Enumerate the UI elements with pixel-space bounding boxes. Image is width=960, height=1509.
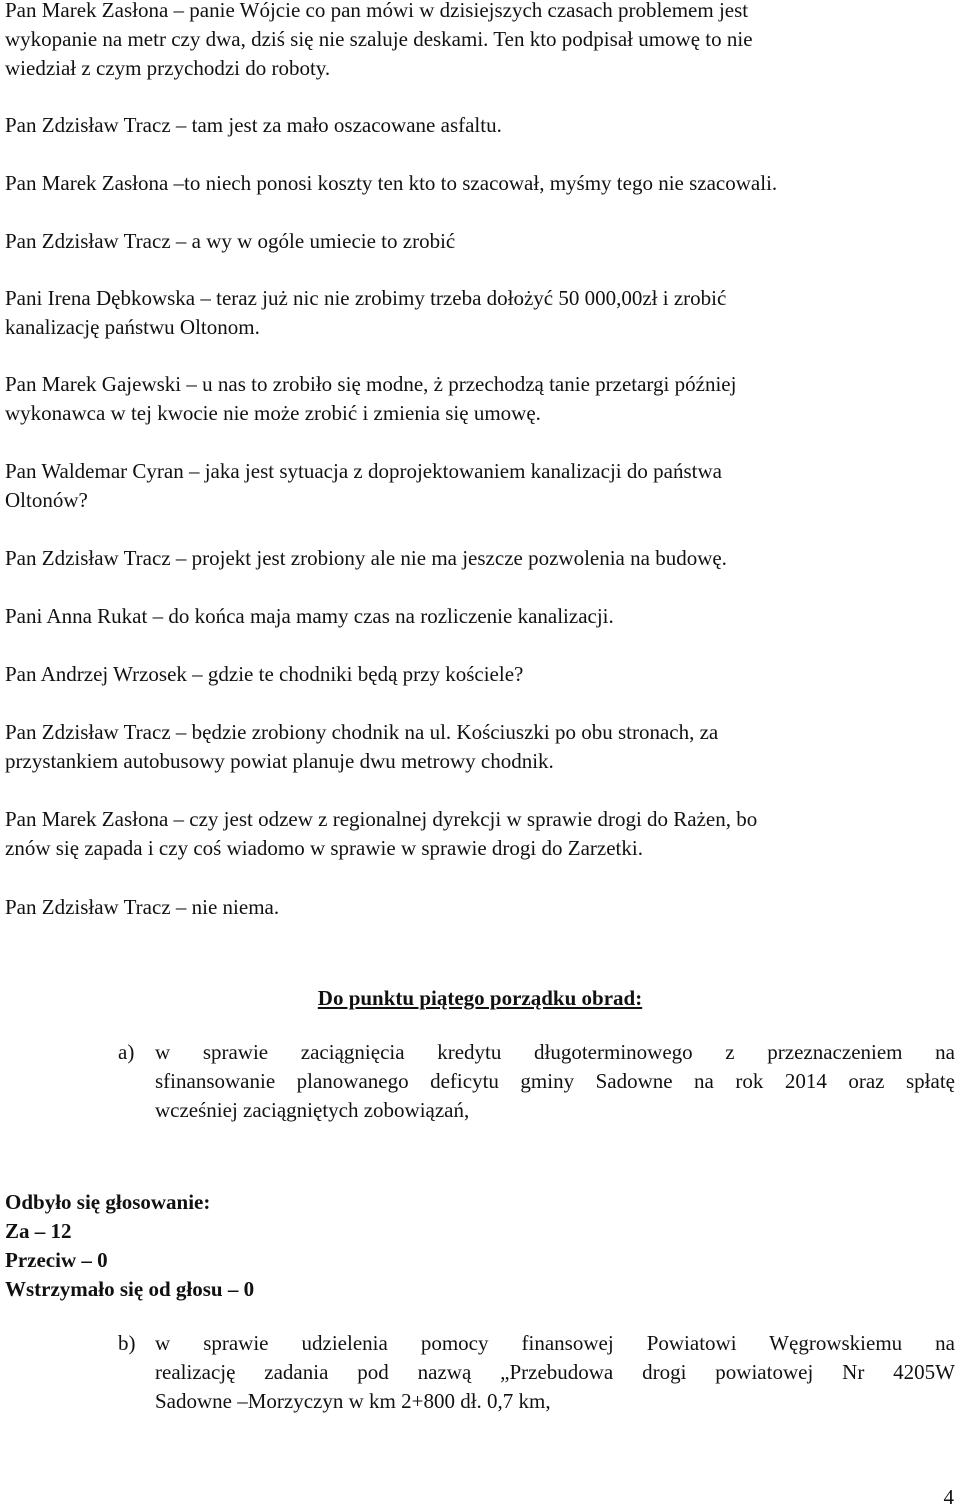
paragraph-3 <box>5 169 955 198</box>
paragraph-8 <box>5 544 955 573</box>
paragraph-line: przystankiem autobusowy powiat planuje dwu metrowy chodnik. <box>5 749 554 773</box>
vote-abstain: Wstrzymało się od głosu – 0 <box>5 1277 255 1301</box>
paragraph-7 <box>5 457 955 515</box>
paragraph-line: wiedział z czym przychodzi do roboty. <box>5 56 331 80</box>
paragraph-11 <box>5 718 955 776</box>
paragraph-line: Pan Marek Zasłona – panie Wójcie co pan mówi w dzisiejszych czasach problemem jest <box>5 0 749 22</box>
paragraph-line: Pan Marek Zasłona –to niech ponosi koszty ten kto to szacował, myśmy tego nie szacowali. <box>5 171 778 195</box>
paragraph-6 <box>5 370 955 428</box>
paragraph-4 <box>5 227 955 256</box>
paragraph-line: Pan Zdzisław Tracz – a wy w ogóle umiecie to zrobić <box>5 229 456 253</box>
paragraph-line: Pan Marek Gajewski – u nas to zrobiło się modne, ż przechodzą tanie przetargi później <box>5 372 737 396</box>
agenda-line: Sadowne –Morzyczyn w km 2+800 dł. 0,7 km, <box>155 1389 551 1413</box>
paragraph-line: kanalizację państwu Oltonom. <box>5 315 260 339</box>
vote-result <box>5 1188 254 1304</box>
paragraph-10 <box>5 660 955 689</box>
paragraph-line: Pan Andrzej Wrzosek – gdzie te chodniki będą przy kościele? <box>5 662 524 686</box>
page-number: 4 <box>943 1485 954 1509</box>
agenda-line: w sprawie zaciągnięcia kredytu długoterminowego z przeznaczeniem na <box>155 1040 955 1064</box>
paragraph-12 <box>5 805 955 863</box>
paragraph-line: znów się zapada i czy coś wiadomo w sprawie w sprawie drogi do Zarzetki. <box>5 836 643 860</box>
paragraph-line: Pani Irena Dębkowska – teraz już nic nie zrobimy trzeba dołożyć 50 000,00zł i zrobić <box>5 286 727 310</box>
agenda-line: wcześniej zaciągniętych zobowiązań, <box>155 1098 470 1122</box>
paragraph-line: Pan Zdzisław Tracz – będzie zrobiony chodnik na ul. Kościuszki po obu stronach, za <box>5 720 719 744</box>
paragraph-line: Pan Waldemar Cyran – jaka jest sytuacja z doprojektowaniem kanalizacji do państwa <box>5 459 722 483</box>
paragraph-line: Pan Marek Zasłona – czy jest odzew z regionalnej dyrekcji w sprawie drogi do Rażen, bo <box>5 807 758 831</box>
paragraph-line: Oltonów? <box>5 488 88 512</box>
list-marker: a) <box>118 1040 135 1064</box>
paragraph-line: Pan Zdzisław Tracz – nie niema. <box>5 895 280 919</box>
vote-against: Przeciw – 0 <box>5 1248 108 1272</box>
vote-for: Za – 12 <box>5 1219 72 1243</box>
paragraph-line: wykonawca w tej kwocie nie może zrobić i zmienia się umowę. <box>5 401 541 425</box>
paragraph-5 <box>5 284 955 342</box>
section-heading: Do punktu piątego porządku obrad: <box>317 986 643 1010</box>
list-marker: b) <box>118 1331 136 1355</box>
agenda-line: w sprawie udzielenia pomocy finansowej Powiatowi Węgrowskiemu na <box>155 1331 955 1355</box>
paragraph-line: wykopanie na metr czy dwa, dziś się nie szaluje deskami. Ten kto podpisał umowę to nie <box>5 27 753 51</box>
paragraph-line: Pan Zdzisław Tracz – projekt jest zrobiony ale nie ma jeszcze pozwolenia na budowę. <box>5 546 727 570</box>
paragraph-line: Pani Anna Rukat – do końca maja mamy czas na rozliczenie kanalizacji. <box>5 604 614 628</box>
agenda-line: realizację zadania pod nazwą „Przebudowa drogi powiatowej Nr 4205W <box>155 1360 955 1384</box>
agenda-item-text <box>155 1329 955 1416</box>
paragraph-2 <box>5 111 955 140</box>
agenda-item-text <box>155 1038 955 1125</box>
paragraph-9 <box>5 602 955 631</box>
agenda-line: sfinansowanie planowanego deficytu gminy Sadowne na rok 2014 oraz spłatę <box>155 1069 955 1093</box>
paragraph-1 <box>5 0 955 83</box>
paragraph-line: Pan Zdzisław Tracz – tam jest za mało oszacowane asfaltu. <box>5 113 502 137</box>
vote-title: Odbyło się głosowanie: <box>5 1190 211 1214</box>
paragraph-13 <box>5 893 955 922</box>
